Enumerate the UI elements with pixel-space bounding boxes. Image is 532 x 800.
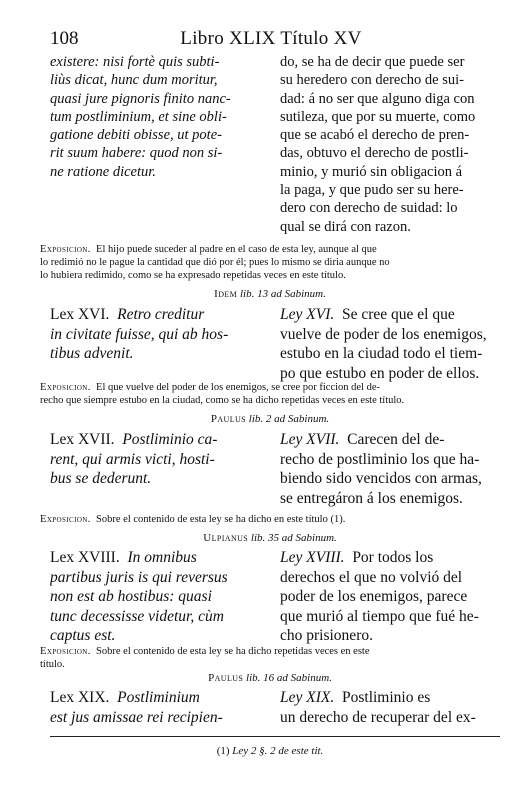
spanish-line: recho de postliminio los que ha- xyxy=(280,450,480,468)
latin-line: Postliminium xyxy=(117,689,200,706)
latin-column xyxy=(50,430,268,489)
footnote xyxy=(40,745,500,757)
spanish-line: cho prisionero. xyxy=(280,627,373,644)
latin-line: In omnibus xyxy=(127,549,197,566)
latin-column xyxy=(50,688,268,727)
latin-line: tibus advenit. xyxy=(50,345,134,362)
spanish-line: dad: á no ser que alguno diga con xyxy=(280,90,475,107)
latin-line: existere: nisi fortè quis subti- xyxy=(50,54,220,70)
spanish-line: po que estubo en poder de ellos. xyxy=(280,364,480,382)
exposition xyxy=(40,645,500,671)
exposition xyxy=(40,243,500,282)
exposition-text: Sobre el contenido de esta ley se ha dicho en este título (1). xyxy=(96,514,346,525)
latin-line: bus se dederunt. xyxy=(50,470,152,487)
spanish-column xyxy=(280,305,498,383)
law-number: Ley XVIII. xyxy=(280,549,345,566)
running-title: Libro XLIX Título XV xyxy=(180,28,362,49)
exposition-text: El que vuelve del poder de los enemigos, se cree por ficcion del de- xyxy=(96,382,381,393)
exposition xyxy=(40,381,500,407)
source-author: Idem xyxy=(214,288,238,300)
spanish-line: qual se dirá con razon. xyxy=(280,218,411,235)
source-ref: lib. 35 ad Sabinum. xyxy=(250,532,337,544)
source-ref: lib. 2 ad Sabinum. xyxy=(248,413,330,425)
exposition-text: lo hubiera redimido, como se ha expresado repetidas veces en este título. xyxy=(40,270,346,281)
exposition xyxy=(40,513,500,526)
spanish-line: Postliminio es xyxy=(341,689,431,706)
latin-line: liùs dicat, hunc dum moritur, xyxy=(50,72,218,89)
exposition-text: título. xyxy=(40,659,65,670)
spanish-column xyxy=(280,430,498,508)
source-author: Paulus xyxy=(210,413,247,425)
spanish-line: que se acabó el derecho de pren- xyxy=(280,127,470,144)
latin-line: ne ratione dicetur. xyxy=(50,163,156,180)
spanish-line: Carecen del de- xyxy=(347,431,445,448)
spanish-column xyxy=(280,688,498,727)
latin-line: tunc decessisse videtur, cùm xyxy=(50,607,224,625)
spanish-line: un derecho de recuperar del ex- xyxy=(280,708,476,726)
spanish-line: su heredero con derecho de sui- xyxy=(280,72,464,89)
spanish-line: que murió al tiempo que fué he- xyxy=(280,607,479,625)
law-number: Ley XIX. xyxy=(280,689,335,706)
page-header xyxy=(50,28,492,50)
source-author: Ulpianus xyxy=(203,532,249,544)
law-number: Lex XIX. xyxy=(50,689,110,706)
latin-line: Retro creditur xyxy=(117,306,205,323)
spanish-line: estubo en la ciudad todo el tiem- xyxy=(280,345,483,362)
exposition-text: Sobre el contenido de esta ley se ha dicho repetidas veces en este xyxy=(96,646,370,657)
spanish-line: minio, y murió sin obligacion á xyxy=(280,163,463,180)
footnote-divider xyxy=(50,736,500,737)
exposition-text: El hijo puede suceder al padre en el caso de esta ley, aunque al que xyxy=(96,244,377,255)
latin-line: tum postliminium, et sine obli- xyxy=(50,108,227,125)
exposition-text: lo redimió no le pague la cantidad que dió por él; pues lo mismo se diria aunque no xyxy=(40,257,390,268)
law-number: Lex XVII. xyxy=(50,431,115,448)
exposition-label: Exposicion. xyxy=(40,382,91,393)
law-number: Ley XVI. xyxy=(280,306,335,323)
spanish-line: vuelve de poder de los enemigos, xyxy=(280,325,487,343)
source-citation xyxy=(40,412,500,426)
spanish-line: sutileza, que por su muerte, como xyxy=(280,108,476,125)
latin-line: non est ab hostibus: quasi xyxy=(50,588,212,605)
latin-line: Postliminio ca- xyxy=(122,431,218,448)
law-number: Lex XVIII. xyxy=(50,549,120,566)
exposition-text: recho que siempre estubo en la ciudad, como se ha dicho repetidas veces en este título. xyxy=(40,395,405,406)
source-citation xyxy=(40,531,500,545)
spanish-line: la paga, y que pudo ser su here- xyxy=(280,182,464,199)
latin-line: in civitate fuisse, qui ab hos- xyxy=(50,325,229,343)
footnote-mark: (1) xyxy=(216,745,230,757)
page-number: 108 xyxy=(50,28,79,49)
spanish-line: dero con derecho de suidad: lo xyxy=(280,200,458,217)
spanish-line: Se cree que el que xyxy=(341,306,455,323)
latin-line: rit suum habere: quod non si- xyxy=(50,145,223,162)
latin-line: captus est. xyxy=(50,627,116,644)
latin-line: est jus amissae rei recipien- xyxy=(50,708,223,726)
latin-column xyxy=(50,548,268,646)
spanish-line: das, obtuvo el derecho de postli- xyxy=(280,145,469,162)
spanish-line: se entregáron á los enemigos. xyxy=(280,489,463,507)
spanish-column xyxy=(280,548,498,646)
latin-line: partibus juris is qui reversus xyxy=(50,568,228,586)
latin-line: gatione debiti obisse, ut pote- xyxy=(50,127,222,144)
footnote-text: Ley 2 §. 2 de este tit. xyxy=(232,745,324,757)
source-ref: lib. 16 ad Sabinum. xyxy=(246,672,332,684)
exposition-label: Exposicion. xyxy=(40,514,91,525)
source-citation xyxy=(40,287,500,301)
law-number: Lex XVI. xyxy=(50,306,110,323)
exposition-label: Exposicion. xyxy=(40,646,91,657)
spanish-line: derechos el que no volvió del xyxy=(280,568,463,586)
latin-line: rent, qui armis victi, hosti- xyxy=(50,450,215,468)
spanish-line: biendo sido vencidos con armas, xyxy=(280,470,482,487)
source-citation xyxy=(40,671,500,685)
latin-column xyxy=(50,53,268,181)
source-author: Paulus xyxy=(208,672,244,684)
spanish-line: Por todos los xyxy=(352,549,434,566)
exposition-label: Exposicion. xyxy=(40,244,91,255)
spanish-line: poder de los enemigos, parece xyxy=(280,588,468,605)
source-ref: lib. 13 ad Sabinum. xyxy=(239,288,326,300)
latin-column xyxy=(50,305,268,364)
law-number: Ley XVII. xyxy=(280,431,340,448)
spanish-column xyxy=(280,53,498,236)
latin-line: quasi jure pignoris finito nanc- xyxy=(50,90,231,107)
spanish-line: do, se ha de decir que puede ser xyxy=(280,54,465,70)
